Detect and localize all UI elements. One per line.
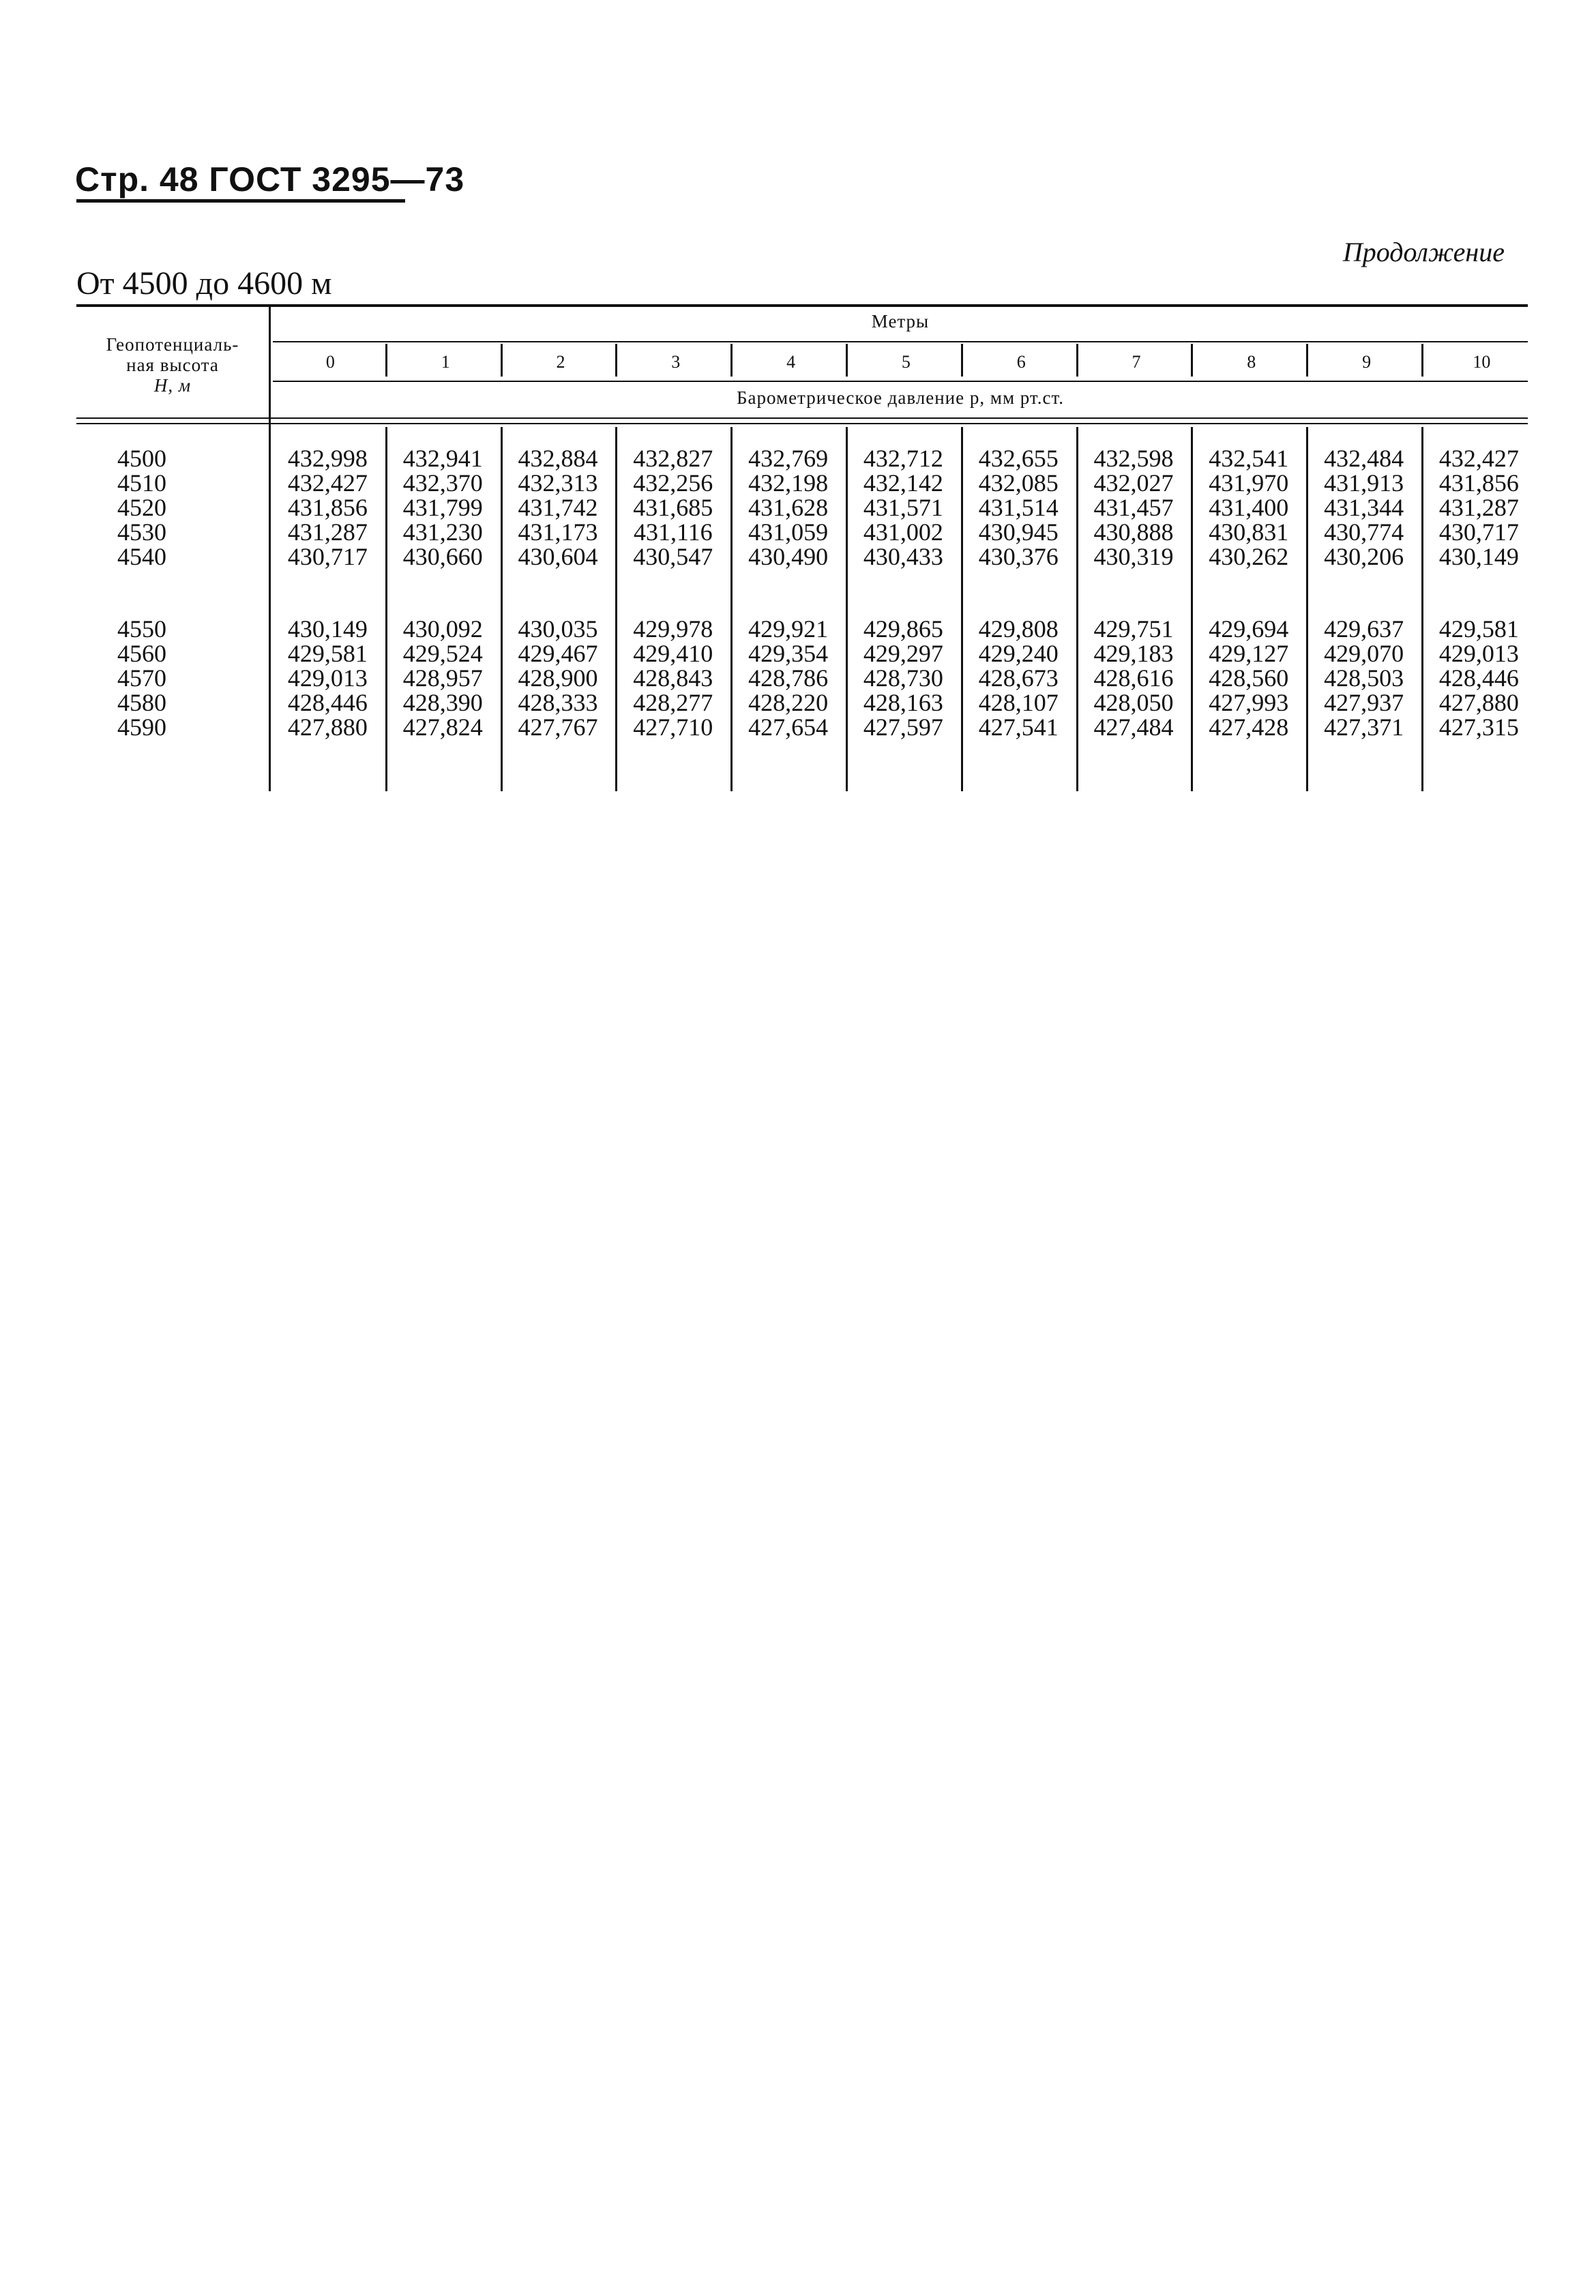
body-column-divider: [385, 427, 387, 791]
page-header: Стр. 48 ГОСТ 3295—73: [75, 160, 465, 198]
body-column-divider: [730, 427, 733, 791]
pressure-cell: 428,277: [633, 689, 713, 716]
pressure-cell: 428,730: [863, 664, 943, 692]
pressure-cell: 427,993: [1209, 689, 1289, 716]
pressure-cell: 429,183: [1093, 640, 1174, 667]
pressure-cell: 431,514: [978, 494, 1059, 521]
pressure-cell: 429,581: [287, 640, 368, 667]
pressure-cell: 432,941: [402, 445, 483, 472]
pressure-cell: 430,774: [1324, 518, 1404, 546]
header-rule: [76, 199, 405, 203]
pressure-cell: 429,751: [1093, 615, 1174, 643]
pressure-cell: 431,856: [287, 494, 368, 521]
pressure-cell: 429,297: [863, 640, 943, 667]
pressure-cell: 432,198: [748, 469, 829, 497]
header-double-rule-2: [76, 423, 1528, 424]
pressure-cell: 429,694: [1209, 615, 1289, 643]
pressure-cell: 429,581: [1438, 615, 1519, 643]
body-column-divider: [846, 427, 848, 791]
header-column-divider: [615, 344, 617, 377]
pressure-cell: 428,957: [402, 664, 483, 692]
pressure-cell: 432,427: [1438, 445, 1519, 472]
pressure-cell: 430,206: [1324, 543, 1404, 570]
header-column-divider: [1306, 344, 1308, 377]
pressure-cell: 430,604: [518, 543, 598, 570]
pressure-cell: 432,541: [1209, 445, 1289, 472]
pressure-cell: 431,742: [518, 494, 598, 521]
body-column-divider: [1191, 427, 1193, 791]
row-height-label: 4570: [117, 664, 166, 692]
row-height-label: 4500: [117, 445, 166, 472]
pressure-cell: 429,921: [748, 615, 829, 643]
pressure-cell: 429,978: [633, 615, 713, 643]
pressure-cell: 427,710: [633, 713, 713, 741]
pressure-cell: 430,149: [287, 615, 368, 643]
pressure-cell: 430,660: [402, 543, 483, 570]
pressure-cell: 431,344: [1324, 494, 1404, 521]
header-column-divider: [501, 344, 503, 377]
pressure-cell: 427,654: [748, 713, 829, 741]
pressure-cell: 431,571: [863, 494, 943, 521]
header-column-divider: [961, 344, 963, 377]
pressure-cell: 431,002: [863, 518, 943, 546]
pressure-cell: 432,256: [633, 469, 713, 497]
pressure-cell: 429,808: [978, 615, 1059, 643]
pressure-cell: 431,685: [633, 494, 713, 521]
pressure-cell: 428,843: [633, 664, 713, 692]
column-header-6: 6: [1016, 352, 1026, 372]
pressure-cell: 428,333: [518, 689, 598, 716]
pressure-cell: 430,433: [863, 543, 943, 570]
pressure-cell: 429,865: [863, 615, 943, 643]
height-header-line-1: Геопотенциаль-: [106, 334, 239, 355]
pressure-cell: 429,354: [748, 640, 829, 667]
pressure-cell: 430,149: [1438, 543, 1519, 570]
pressure-cell: 432,884: [518, 445, 598, 472]
range-title: От 4500 до 4600 м: [76, 265, 332, 301]
header-column-divider: [1076, 344, 1078, 377]
header-column-divider: [730, 344, 733, 377]
pressure-cell: 428,616: [1093, 664, 1174, 692]
pressure-cell: 430,490: [748, 543, 829, 570]
continuation-label: Продолжение: [1342, 237, 1505, 267]
pressure-cell: 432,655: [978, 445, 1059, 472]
pressure-cell: 432,027: [1093, 469, 1174, 497]
pressure-cell: 431,173: [518, 518, 598, 546]
pressure-cell: 427,880: [287, 713, 368, 741]
row-height-label: 4520: [117, 494, 166, 521]
pressure-cell: 428,163: [863, 689, 943, 716]
meters-header: Метры: [871, 311, 930, 332]
header-column-divider: [1421, 344, 1423, 377]
height-header-line-3: H, м: [153, 375, 192, 396]
pressure-cell: 429,240: [978, 640, 1059, 667]
pressure-cell: 427,824: [402, 713, 483, 741]
pressure-cell: 431,287: [1438, 494, 1519, 521]
row-height-label: 4540: [117, 543, 166, 570]
pressure-cell: 428,503: [1324, 664, 1404, 692]
pressure-cell: 430,831: [1209, 518, 1289, 546]
pressure-cell: 428,050: [1093, 689, 1174, 716]
pressure-cell: 430,547: [633, 543, 713, 570]
pressure-cell: 431,116: [633, 518, 713, 546]
pressure-cell: 432,427: [287, 469, 368, 497]
header-column-divider: [1191, 344, 1193, 377]
pressure-cell: 428,673: [978, 664, 1059, 692]
pressure-cell: 429,637: [1324, 615, 1404, 643]
pressure-cell: 432,484: [1324, 445, 1404, 472]
pressure-cell: 432,085: [978, 469, 1059, 497]
pressure-cell: 429,410: [633, 640, 713, 667]
pressure-rule: [273, 381, 1528, 382]
pressure-cell: 432,827: [633, 445, 713, 472]
pressure-cell: 429,524: [402, 640, 483, 667]
header-double-rule-1: [76, 417, 1528, 419]
pressure-cell: 431,799: [402, 494, 483, 521]
pressure-cell: 427,541: [978, 713, 1059, 741]
stub-divider: [269, 304, 271, 791]
pressure-cell: 428,786: [748, 664, 829, 692]
pressure-cell: 432,769: [748, 445, 829, 472]
pressure-table: [76, 300, 1528, 791]
column-header-8: 8: [1247, 352, 1256, 372]
pressure-cell: 431,628: [748, 494, 829, 521]
column-header-4: 4: [786, 352, 796, 372]
pressure-cell: 428,560: [1209, 664, 1289, 692]
pressure-cell: 429,013: [287, 664, 368, 692]
column-header-2: 2: [556, 352, 565, 372]
body-column-divider: [1306, 427, 1308, 791]
pressure-cell: 431,856: [1438, 469, 1519, 497]
pressure-cell: 432,998: [287, 445, 368, 472]
row-height-label: 4560: [117, 640, 166, 667]
body-column-divider: [501, 427, 503, 791]
row-height-label: 4580: [117, 689, 166, 716]
pressure-cell: 427,484: [1093, 713, 1174, 741]
pressure-cell: 428,446: [1438, 664, 1519, 692]
row-height-label: 4590: [117, 713, 166, 741]
column-header-10: 10: [1473, 352, 1491, 372]
pressure-cell: 430,035: [518, 615, 598, 643]
row-height-label: 4550: [117, 615, 166, 643]
column-header-1: 1: [441, 352, 450, 372]
pressure-cell: 430,262: [1209, 543, 1289, 570]
pressure-cell: 427,937: [1324, 689, 1404, 716]
pressure-cell: 429,127: [1209, 640, 1289, 667]
pressure-cell: 430,717: [1438, 518, 1519, 546]
pressure-cell: 429,013: [1438, 640, 1519, 667]
row-height-label: 4510: [117, 469, 166, 497]
body-column-divider: [615, 427, 617, 791]
pressure-cell: 432,598: [1093, 445, 1174, 472]
pressure-cell: 428,220: [748, 689, 829, 716]
pressure-cell: 432,712: [863, 445, 943, 472]
body-column-divider: [961, 427, 963, 791]
pressure-cell: 430,092: [402, 615, 483, 643]
column-header-5: 5: [901, 352, 911, 372]
pressure-cell: 431,230: [402, 518, 483, 546]
pressure-cell: 427,880: [1438, 689, 1519, 716]
pressure-cell: 431,457: [1093, 494, 1174, 521]
pressure-cell: 432,142: [863, 469, 943, 497]
column-header-9: 9: [1362, 352, 1372, 372]
pressure-cell: 430,945: [978, 518, 1059, 546]
pressure-cell: 431,970: [1209, 469, 1289, 497]
pressure-cell: 428,390: [402, 689, 483, 716]
body-column-divider: [1421, 427, 1423, 791]
header-column-divider: [385, 344, 387, 377]
header-column-divider: [846, 344, 848, 377]
pressure-cell: 428,107: [978, 689, 1059, 716]
pressure-cell: 427,315: [1438, 713, 1519, 741]
pressure-cell: 429,070: [1324, 640, 1404, 667]
pressure-cell: 427,597: [863, 713, 943, 741]
meters-rule: [273, 341, 1528, 342]
pressure-cell: 431,059: [748, 518, 829, 546]
pressure-cell: 427,371: [1324, 713, 1404, 741]
pressure-cell: 431,400: [1209, 494, 1289, 521]
pressure-cell: 430,319: [1093, 543, 1174, 570]
pressure-cell: 427,767: [518, 713, 598, 741]
pressure-cell: 430,376: [978, 543, 1059, 570]
pressure-cell: 427,428: [1209, 713, 1289, 741]
row-height-label: 4530: [117, 518, 166, 546]
column-header-7: 7: [1132, 352, 1141, 372]
column-header-3: 3: [671, 352, 681, 372]
pressure-cell: 428,900: [518, 664, 598, 692]
pressure-cell: 429,467: [518, 640, 598, 667]
pressure-cell: 432,370: [402, 469, 483, 497]
pressure-header: Барометрическое давление p, мм рт.ст.: [737, 387, 1064, 408]
pressure-cell: 428,446: [287, 689, 368, 716]
pressure-cell: 431,913: [1324, 469, 1404, 497]
pressure-cell: 432,313: [518, 469, 598, 497]
table-top-rule: [76, 304, 1528, 307]
pressure-cell: 431,287: [287, 518, 368, 546]
pressure-cell: 430,717: [287, 543, 368, 570]
height-header-line-2: ная высота: [126, 355, 219, 375]
body-column-divider: [1076, 427, 1078, 791]
pressure-cell: 430,888: [1093, 518, 1174, 546]
column-header-0: 0: [325, 352, 335, 372]
